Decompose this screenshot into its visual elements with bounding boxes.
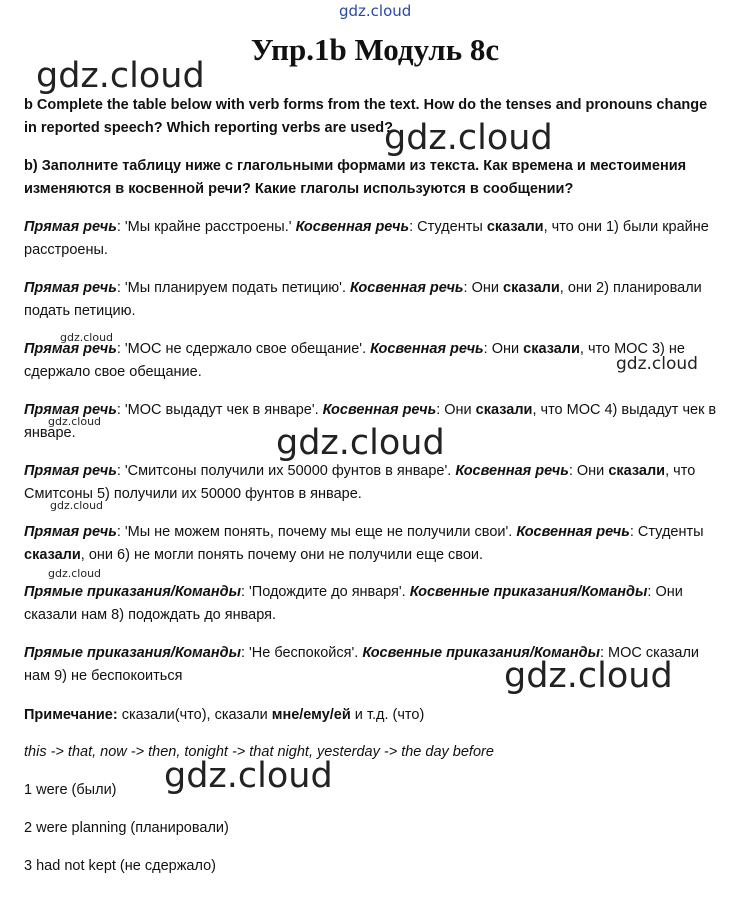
reported-speech-label: Косвенная речь [455,463,569,479]
direct-speech-label: Прямая речь [24,402,117,418]
answer-2: 2 were planning (планировали) [24,820,229,836]
watermark-small: gdz.cloud [48,567,102,580]
direct-command-label: Прямые приказания/Команды [24,584,241,600]
watermark-small: gdz.cloud [48,415,102,428]
reported-speech-label: Косвенная речь [370,341,484,357]
reported-post: : МОС сказали нам 9) не беспокоиться [24,645,700,684]
time-shifts: this -> that, now -> then, tonight -> that night, yesterday -> the day before [24,744,494,760]
watermark-large: gdz.cloud [276,423,445,463]
direct-speech-label: Прямая речь [24,524,117,540]
reported-post: , они 2) планировали подать петицию. [24,280,702,319]
item-1 [24,216,724,262]
watermark-medium: gdz.cloud [616,354,698,374]
direct-text: : 'Мы не можем понять, почему мы еще не получили свои'. [116,524,517,540]
answer-1: 1 were (были) [24,782,117,798]
reported-post: : Они сказали нам 8) подождать до января. [24,584,683,623]
direct-text: : 'Мы планируем подать петицию'. [116,280,351,296]
item-5 [24,460,724,506]
said-word: сказали [608,463,666,479]
item-4 [24,399,724,445]
reported-speech-label: Косвенная речь [516,524,630,540]
watermark-small: gdz.cloud [60,331,114,344]
reported-post: , что они 1) были крайне расстроены. [24,219,709,258]
reported-pre: : Студенты [409,219,487,235]
task-english: b Complete the table below with verb forms from the text. How do the tenses and pronouns change in reported speech? Which reporting verbs are used? [24,97,708,136]
direct-speech-label: Прямая речь [24,219,117,235]
direct-speech-label: Прямая речь [24,463,117,479]
watermark-large: gdz.cloud [36,56,205,96]
reported-command-label: Косвенные приказания/Команды [409,584,648,600]
note-text: сказали(что), сказали [117,707,272,723]
reported-speech-label: Косвенная речь [350,280,464,296]
reported-command-label: Косвенные приказания/Команды [362,645,600,661]
answer-3: 3 had not kept (не сдержало) [24,858,216,874]
reported-post: , что МОС 3) не сдержало свое обещание. [24,341,685,380]
watermark-top: gdz.cloud [339,2,412,20]
said-word: сказали [486,219,544,235]
reported-post: , они 6) не могли понять почему они не получили еще свои. [80,547,484,563]
watermark-large: gdz.cloud [384,118,553,158]
direct-text: : 'Смитсоны получили их 50000 фунтов в январе'. [116,463,456,479]
direct-speech-label: Прямая речь [24,280,117,296]
note-pronouns: мне/ему/ей [271,707,351,723]
item-3 [24,338,724,384]
watermark-small: gdz.cloud [50,499,104,512]
reported-pre: : Они [483,341,524,357]
note [24,704,724,727]
page-title: Упр.1b Модуль 8с [250,32,500,67]
reported-pre: : Студенты [629,524,704,540]
direct-text: : 'Не беспокойся'. [240,645,363,661]
item-2 [24,277,724,323]
direct-text: : 'МОС выдадут чек в январе'. [116,402,323,418]
direct-command-label: Прямые приказания/Команды [24,645,241,661]
watermark-large: gdz.cloud [164,756,333,796]
task-russian: b) Заполните таблицу ниже с глагольными формами из текста. Как времена и местоимения изменяются в косвенной речи? Какие глаголы используются в сообщении? [24,158,687,197]
reported-pre: : Они [436,402,476,418]
reported-post: , что МОС 4) выдадут чек в январе. [24,402,717,441]
command-8 [24,581,724,627]
reported-speech-label: Косвенная речь [295,219,410,235]
direct-speech-label: Прямая речь [24,341,117,357]
reported-pre: : Они [568,463,609,479]
said-word: сказали [475,402,533,418]
item-6 [24,521,724,567]
note-text: и т.д. (что) [350,707,425,723]
direct-text: : 'Мы крайне расстроены.' [116,219,296,235]
said-word: сказали [503,280,560,296]
command-9 [24,642,724,688]
direct-text: : 'Подождите до января'. [240,584,410,600]
reported-speech-label: Косвенная речь [322,402,437,418]
direct-text: : 'МОС не сдержало свое обещание'. [116,341,371,357]
note-label: Примечание: [24,707,118,723]
said-word: сказали [523,341,580,357]
watermark-large: gdz.cloud [504,656,673,696]
said-word: сказали [24,547,81,563]
reported-pre: : Они [463,280,504,296]
reported-post: , что Смитсоны 5) получили их 50000 фунтов в январе. [24,463,696,502]
